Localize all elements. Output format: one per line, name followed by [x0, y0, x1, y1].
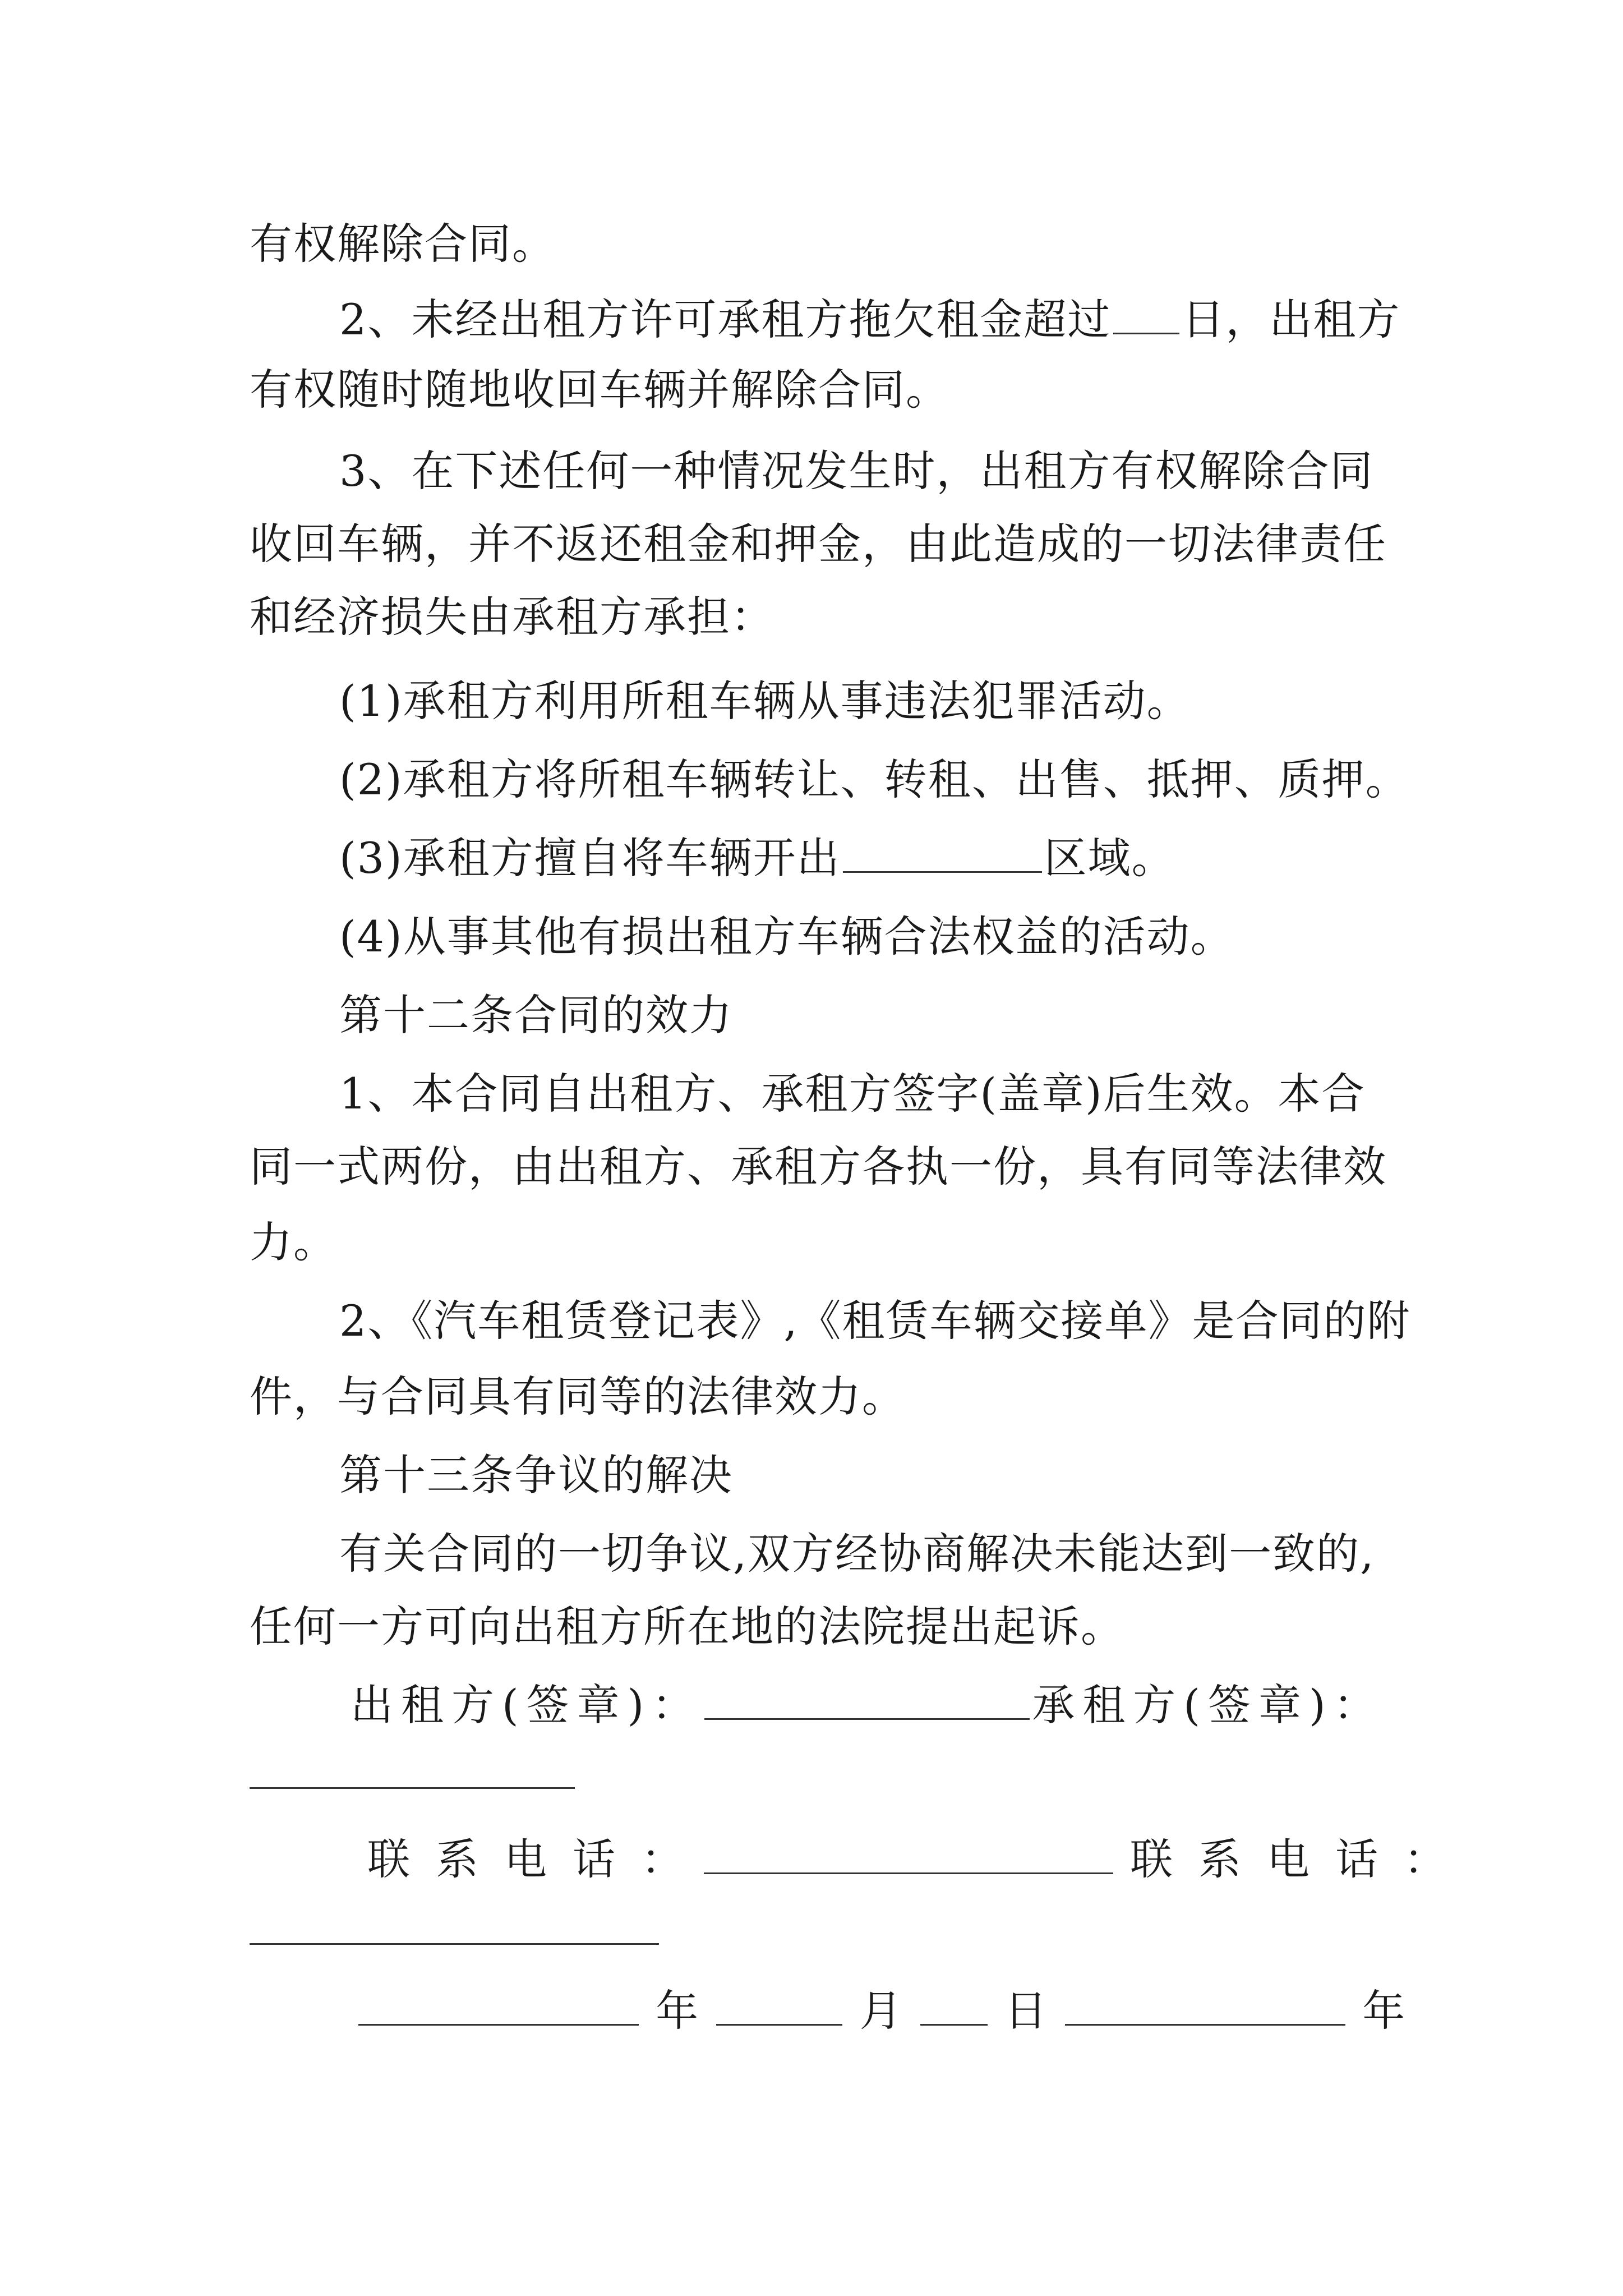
article-12-clause-2-line-1: 2、《汽车租赁登记表》,《租赁车辆交接单》是合同的附 [339, 1296, 1411, 1346]
article-12-clause-1-line-1: 1、本合同自出租方、承租方签字(盖章)后生效。本合 [339, 1069, 1366, 1119]
lessor-signature-blank [704, 1678, 1030, 1720]
text-line-1: 有权解除合同。 [250, 219, 556, 269]
article-13-line-2: 任何一方可向出租方所在地的法院提出起诉。 [250, 1602, 1124, 1651]
article-12-clause-1-line-2: 同一式两份，由出租方、承租方各执一份，具有同等法律效 [250, 1142, 1387, 1191]
item-2: (2)承租方将所租车辆转让、转租、出售、抵押、质押。 [339, 754, 1409, 804]
clause-2-line-1: 2、未经出租方许可承租方拖欠租金超过 日，出租方 [339, 292, 1400, 348]
item-1: (1)承租方利用所租车辆从事违法犯罪活动。 [339, 676, 1191, 726]
article-12-clause-1-line-3: 力。 [250, 1217, 337, 1267]
date-line [356, 1983, 1406, 2039]
month-blank [716, 1984, 842, 2026]
day-label: 日 [1004, 1986, 1048, 2036]
clause-3-line-3: 和经济损失由承租方承担： [250, 592, 774, 642]
year-blank-1 [358, 1984, 639, 2026]
phone-line [367, 1832, 1472, 1888]
article-13-heading: 第十三条争议的解决 [339, 1450, 733, 1500]
article-12-clause-2-line-2: 件，与合同具有同等的法律效力。 [250, 1372, 906, 1421]
blank-days [1113, 292, 1179, 334]
day-blank [920, 1984, 988, 2026]
clause-3-line-2: 收回车辆，并不返还租金和押金，由此造成的一切法律责任 [250, 519, 1387, 569]
item-3: (3)承租方擅自将车辆开出 区域。 [339, 830, 1175, 886]
lessor-signature-label: 出租方(签章)： [351, 1680, 703, 1730]
blank-region [843, 831, 1042, 873]
signature-line [351, 1677, 1384, 1733]
lessee-phone-label: 联系电话： [1130, 1834, 1472, 1884]
clause-3-line-1: 3、在下述任何一种情况发生时，出租方有权解除合同 [339, 446, 1374, 496]
year-label-1: 年 [656, 1986, 700, 2036]
article-12-heading: 第十二条合同的效力 [339, 990, 733, 1040]
lessee-signature-blank [250, 1787, 575, 1789]
lessor-phone-label: 联系电话： [367, 1834, 709, 1884]
clause-2-line-2: 有权随时随地收回车辆并解除合同。 [250, 365, 949, 415]
month-label: 月 [859, 1986, 903, 2036]
lessee-signature-label: 承租方(签章)： [1032, 1680, 1384, 1730]
year-label-2: 年 [1362, 1986, 1407, 2036]
lessee-phone-blank [250, 1943, 659, 1945]
article-13-line-1: 有关合同的一切争议,双方经协商解决未能达到一致的, [339, 1529, 1375, 1579]
lessor-phone-blank [704, 1832, 1113, 1874]
year-blank-2 [1065, 1984, 1345, 2026]
item-4: (4)从事其他有损出租方车辆合法权益的活动。 [339, 912, 1234, 961]
